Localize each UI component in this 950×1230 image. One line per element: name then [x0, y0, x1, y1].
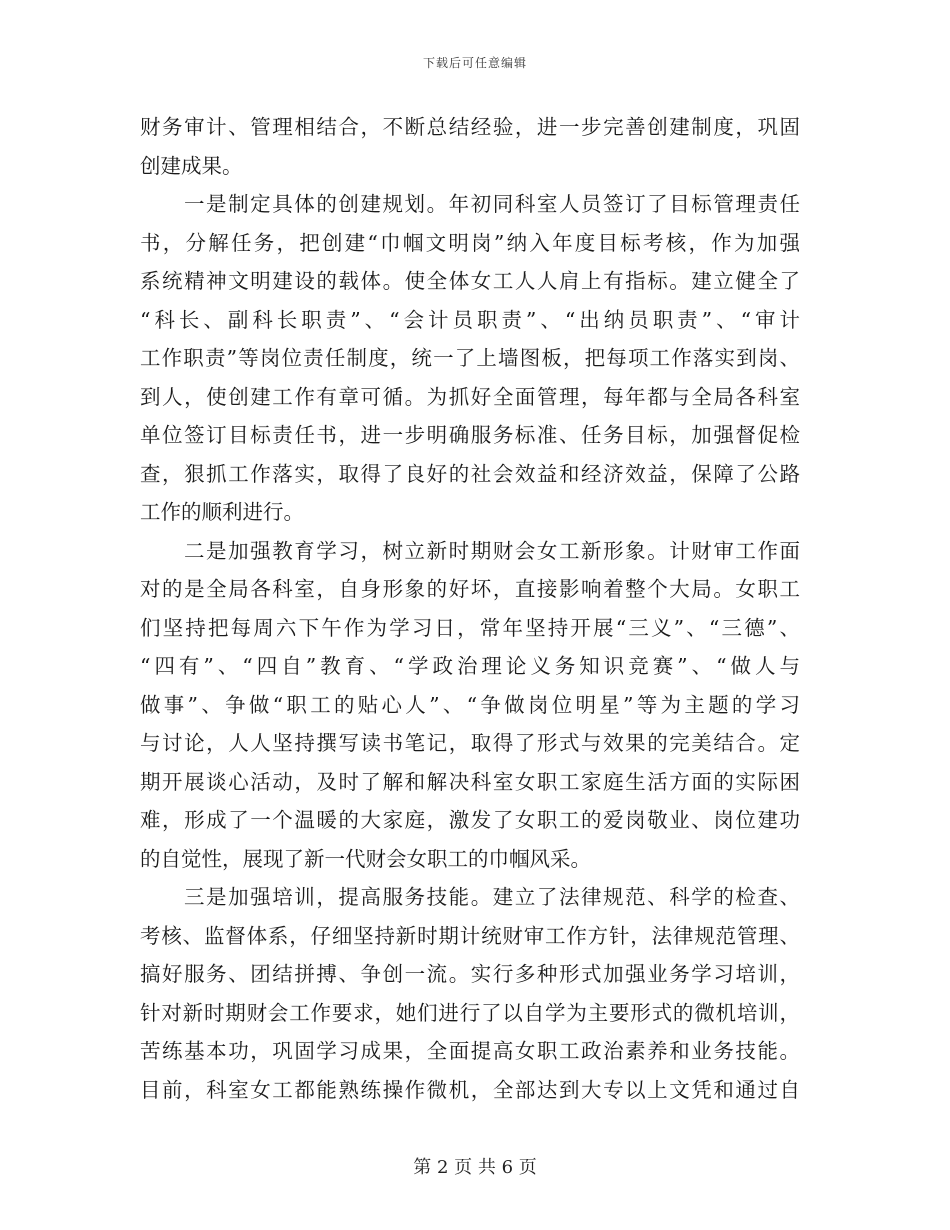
text-line: 书，分解任务，把创建“巾帼文明岗”纳入年度目标考核，作为加强 [140, 230, 800, 255]
text-line: 做事”、争做“职工的贴心人”、“争做岗位明星”等为主题的学习 [140, 692, 800, 717]
text-line: “科长、副科长职责”、“会计员职责”、“出纳员职责”、“审计 [140, 307, 800, 332]
page-number-footer: 第 2 页 共 6 页 [413, 1157, 537, 1178]
text-line: 工作的顺利进行。 [140, 500, 304, 524]
text-line: 财务审计、管理相结合，不断总结经验，进一步完善创建制度，巩固 [140, 115, 800, 139]
text-line: 们坚持把每周六下午作为学习日，常年坚持开展“三义”、“三德”、 [140, 615, 800, 640]
text-line: 查，狠抓工作落实，取得了良好的社会效益和经济效益，保障了公路 [140, 461, 800, 486]
text-line: 难，形成了一个温暖的大家庭，激发了女职工的爱岗敬业、岗位建功 [140, 808, 800, 832]
text-line: 针对新时期财会工作要求，她们进行了以自学为主要形式的微机培训， [140, 1000, 800, 1025]
text-line: “四有”、“四自”教育、“学政治理论义务知识竞赛”、“做人与 [140, 654, 800, 678]
text-line: 系统精神文明建设的载体。使全体女工人人肩上有指标。建立健全了 [140, 269, 800, 293]
text-line: 到人，使创建工作有章可循。为抓好全面管理，每年都与全局各科室 [140, 384, 800, 409]
text-line: 考核、监督体系，仔细坚持新时期计统财审工作方针，法律规范管理、 [140, 923, 800, 948]
text-line: 工作职责”等岗位责任制度，统一了上墙图板，把每项工作落实到岗、 [140, 346, 800, 370]
page-header: 下载后可任意编辑 [422, 56, 527, 70]
text-line: 苦练基本功，巩固学习成果，全面提高女职工政治素养和业务技能。 [140, 1039, 800, 1063]
document-body [140, 108, 800, 1109]
text-line: 目前，科室女工都能熟练操作微机，全部达到大专以上文凭和通过自 [140, 1077, 800, 1102]
text-line: 创建成果。 [140, 153, 243, 178]
paragraph-first-line: 二是加强教育学习，树立新时期财会女工新形象。计财审工作面 [184, 538, 800, 563]
text-line: 的自觉性，展现了新一代财会女职工的巾帼风采。 [140, 846, 591, 871]
text-line: 期开展谈心活动，及时了解和解决科室女职工家庭生活方面的实际困 [140, 769, 800, 794]
text-line: 对的是全局各科室，自身形象的好坏，直接影响着整个大局。女职工 [140, 577, 800, 601]
paragraph-first-line: 三是加强培训，提高服务技能。建立了法律规范、科学的检查、 [184, 885, 800, 909]
text-line: 与讨论，人人坚持撰写读书笔记，取得了形式与效果的完美结合。定 [140, 731, 800, 755]
text-line: 搞好服务、团结拼搏、争创一流。实行多种形式加强业务学习培训， [140, 962, 800, 986]
paragraph-first-line: 一是制定具体的创建规划。年初同科室人员签订了目标管理责任 [184, 192, 800, 216]
text-line: 单位签订目标责任书，进一步明确服务标准、任务目标，加强督促检 [140, 423, 800, 447]
